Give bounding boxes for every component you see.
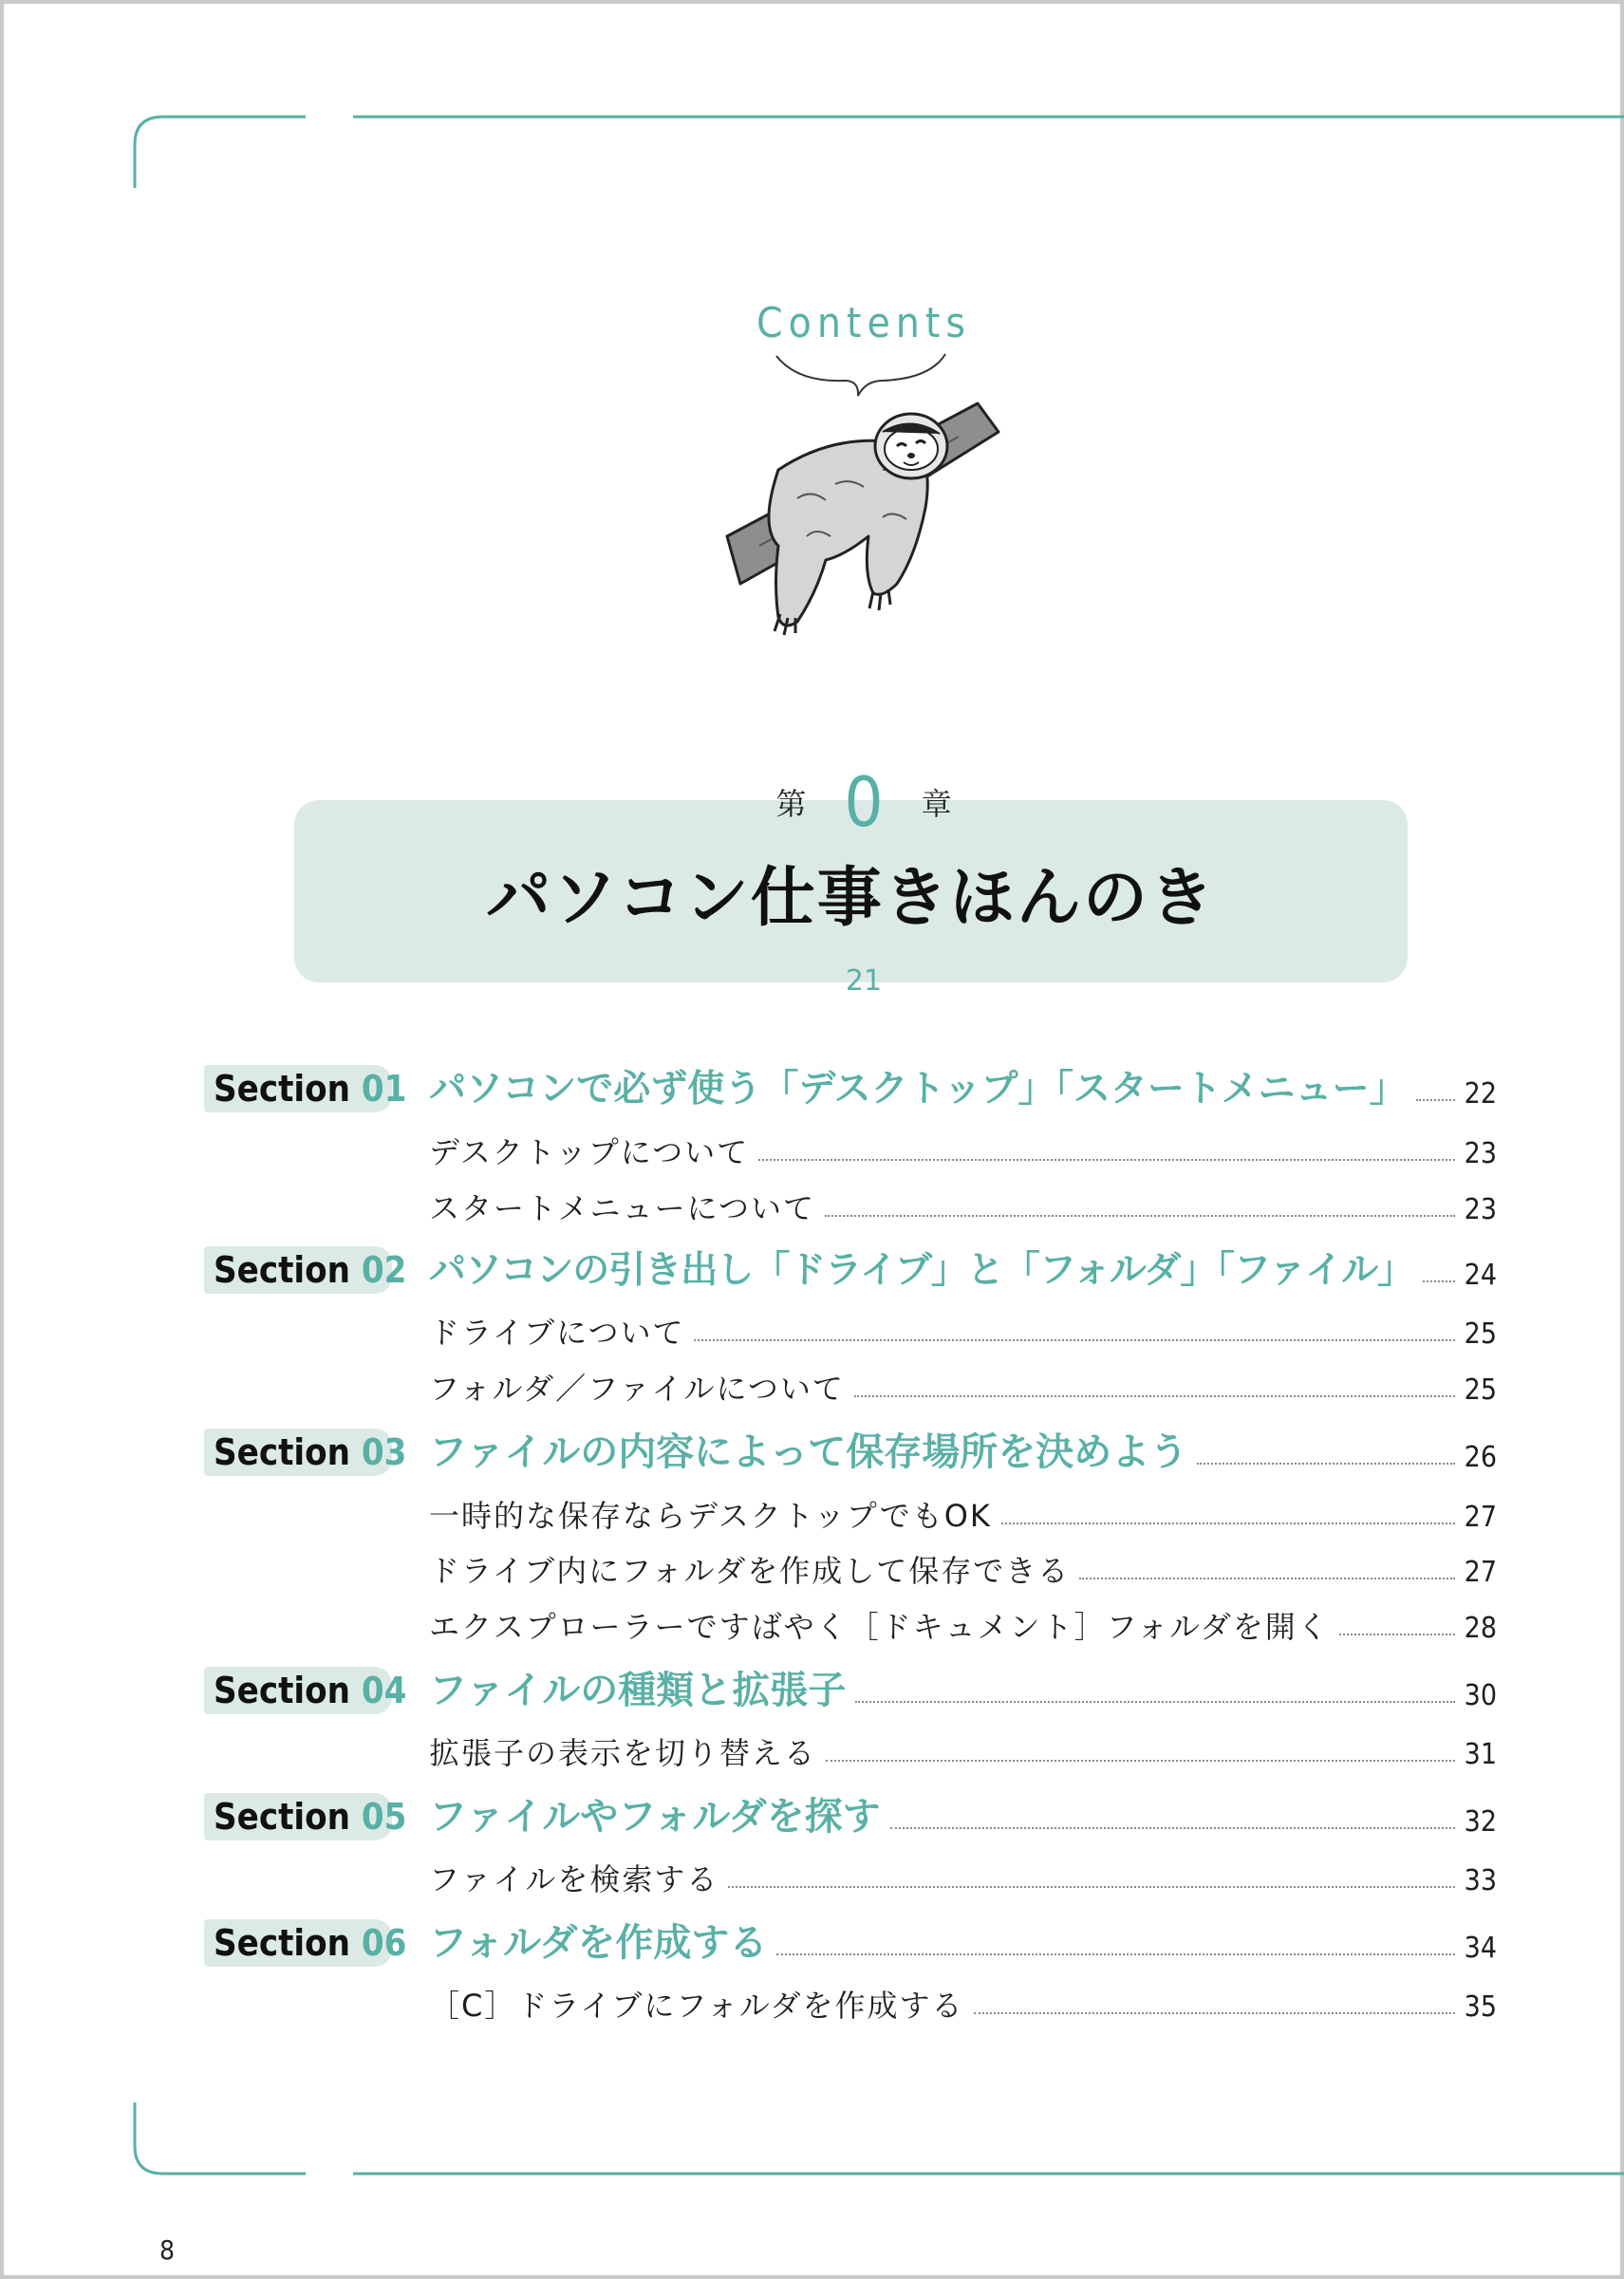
item-title: 一時的な保存ならデスクトップでもOK — [429, 1498, 992, 1534]
section-word: Section — [214, 1922, 350, 1964]
dot-leader — [694, 1339, 1455, 1341]
toc-item-row[interactable] — [429, 1494, 1497, 1536]
item-page: 28 — [1464, 1612, 1497, 1645]
item-page: 25 — [1464, 1317, 1497, 1351]
section-title: ファイルの内容によって保存場所を決めよう — [429, 1430, 1188, 1474]
toc-item-row[interactable] — [429, 1858, 1497, 1899]
item-page: 25 — [1464, 1373, 1497, 1407]
item-page: 31 — [1464, 1738, 1497, 1771]
dot-leader — [776, 1953, 1455, 1955]
section-title: フォルダを作成する — [429, 1921, 768, 1965]
item-page: 27 — [1464, 1556, 1497, 1589]
chapter-page-number: 21 — [845, 964, 883, 998]
section-number: 03 — [361, 1431, 407, 1473]
contents-heading: Contents — [756, 299, 972, 347]
section-word: Section — [214, 1670, 350, 1711]
chapter-prefix: 第 — [775, 786, 807, 822]
section-number: 05 — [361, 1796, 407, 1838]
dot-leader — [1416, 1099, 1455, 1101]
item-title: ドライブについて — [429, 1315, 685, 1351]
section-word: Section — [214, 1796, 350, 1838]
section-page: 22 — [1464, 1077, 1497, 1111]
section-word: Section — [214, 1068, 350, 1110]
section-number: 02 — [361, 1249, 407, 1291]
section-title: パソコンの引き出し「ドライブ」と「フォルダ」「ファイル」 — [429, 1249, 1414, 1292]
toc-item-row[interactable] — [429, 1549, 1497, 1591]
dot-leader — [1339, 1634, 1455, 1635]
toc-item-row[interactable] — [429, 1731, 1497, 1773]
toc-item-row[interactable] — [429, 1605, 1497, 1647]
toc-item-row[interactable] — [429, 1367, 1497, 1409]
item-page: 23 — [1464, 1137, 1497, 1170]
toc-section-row[interactable] — [429, 1663, 1497, 1714]
item-title: ファイルを検索する — [429, 1861, 719, 1897]
chapter-suffix: 章 — [921, 786, 952, 822]
dot-leader — [855, 1701, 1455, 1703]
toc-section-row[interactable] — [429, 1242, 1497, 1294]
item-title: デスクトップについて — [429, 1134, 750, 1170]
toc-item-row[interactable] — [429, 1186, 1497, 1228]
item-title: ドライブ内にフォルダを作成して保存できる — [429, 1553, 1071, 1589]
folio-page-number: 8 — [159, 2234, 176, 2266]
section-page: 34 — [1464, 1932, 1497, 1965]
section-badge — [204, 1065, 407, 1112]
section-badge — [204, 1429, 407, 1476]
section-badge — [204, 1793, 407, 1840]
toc-section-row[interactable] — [429, 1425, 1497, 1476]
item-title: スタートメニューについて — [429, 1190, 816, 1226]
item-title: エクスプローラーですばやく［ドキュメント］フォルダを開く — [429, 1609, 1330, 1645]
toc-item-row[interactable] — [429, 1311, 1497, 1353]
dot-leader — [1001, 1522, 1455, 1524]
toc-section-row[interactable] — [429, 1915, 1497, 1967]
section-page: 26 — [1464, 1441, 1497, 1474]
section-number: 06 — [361, 1922, 407, 1964]
section-page: 32 — [1464, 1805, 1497, 1839]
section-title: ファイルの種類と拡張子 — [429, 1669, 847, 1712]
dot-leader — [1423, 1280, 1455, 1282]
item-page: 27 — [1464, 1501, 1497, 1534]
section-badge — [204, 1919, 407, 1967]
dot-leader — [1197, 1463, 1455, 1465]
section-badge — [204, 1667, 407, 1714]
item-page: 33 — [1464, 1864, 1497, 1897]
frame-bottom-left-corner — [135, 2102, 306, 2174]
item-title: ［C］ドライブにフォルダを作成する — [429, 1988, 964, 2024]
dot-leader — [825, 1215, 1455, 1217]
section-badge — [204, 1246, 407, 1294]
section-title: ファイルやフォルダを探す — [429, 1795, 881, 1839]
dot-leader — [826, 1760, 1455, 1762]
toc-item-row[interactable] — [429, 1130, 1497, 1172]
item-page: 23 — [1464, 1193, 1497, 1226]
dot-leader — [758, 1159, 1455, 1161]
item-title: フォルダ／ファイルについて — [429, 1371, 845, 1407]
section-word: Section — [214, 1431, 350, 1473]
section-page: 24 — [1464, 1259, 1497, 1292]
section-page: 30 — [1464, 1679, 1497, 1712]
item-page: 35 — [1464, 1990, 1497, 2024]
frame-top-left-corner — [135, 117, 306, 188]
toc-section-row[interactable] — [429, 1789, 1497, 1840]
chapter-label — [664, 764, 1063, 840]
dot-leader — [854, 1395, 1455, 1397]
dot-leader — [890, 1827, 1455, 1829]
item-title: 拡張子の表示を切り替える — [429, 1735, 817, 1771]
toc-item-row[interactable] — [429, 1984, 1497, 2026]
dot-leader — [1079, 1578, 1455, 1579]
dot-leader — [974, 2012, 1455, 2014]
chapter-number: 0 — [844, 762, 884, 842]
section-number: 01 — [361, 1068, 407, 1110]
section-title: パソコンで必ず使う「デスクトップ」「スタートメニュー」 — [429, 1068, 1407, 1111]
toc-section-row[interactable] — [429, 1061, 1497, 1112]
section-word: Section — [214, 1249, 350, 1291]
sloth-illustration — [721, 394, 1006, 641]
dot-leader — [728, 1886, 1455, 1888]
chapter-title: パソコン仕事きほんのき — [486, 861, 1216, 936]
section-number: 04 — [361, 1670, 407, 1711]
